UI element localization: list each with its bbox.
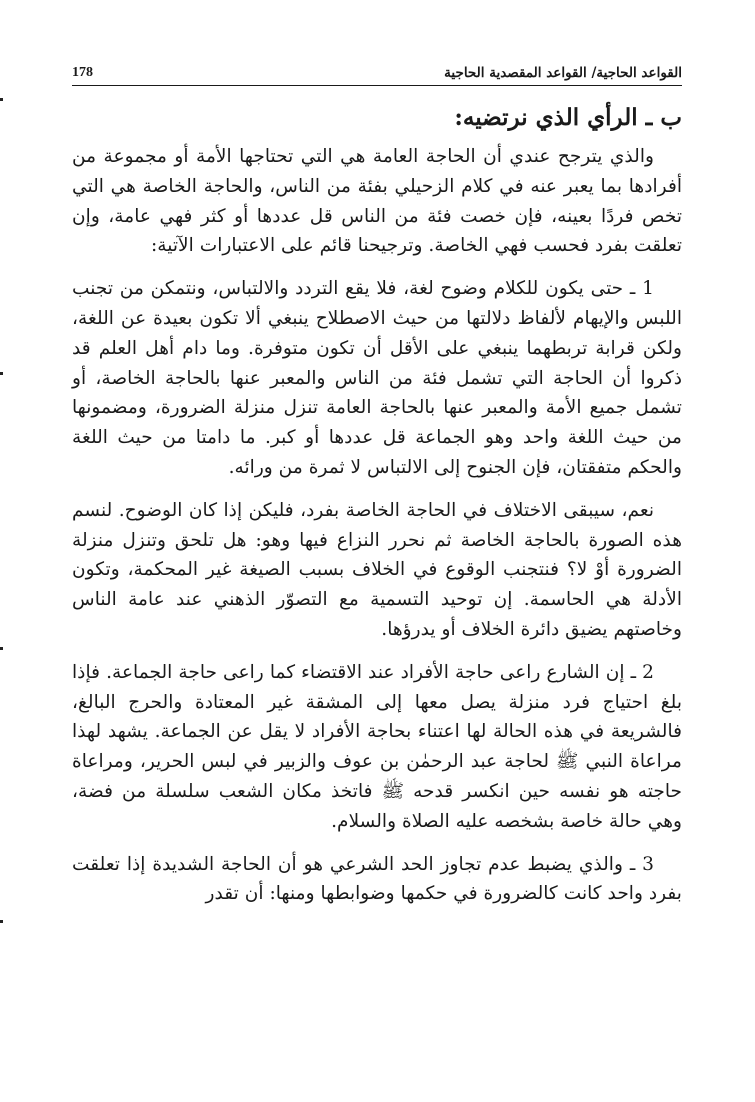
scan-mark (0, 372, 3, 375)
scan-mark (0, 647, 3, 650)
scan-mark (0, 98, 3, 101)
paragraph-intro: والذي يترجح عندي أن الحاجة العامة هي التي تحتاجها الأمة أو مجموعة من أفرادها بما يعبر عنه في كلام الزحيلي بفئة من الناس، والحاجة الخاصة هي التي تخص فردًا بعينه، فإن خصت فئة من الناس قل عددها أو كثر فهي عامة، وإن تعلقت بفرد فحسب فهي الخاصة. وترجيحنا قائم على الاعتبارات الآتية: (72, 146, 682, 257)
running-header (72, 55, 682, 86)
running-title: القواعد الحاجية/ القواعد المقصدية الحاجية (444, 65, 682, 81)
paragraph-point-3: 3 ـ والذي يضبط عدم تجاوز الحد الشرعي هو أن الحاجة الشديدة إذا تعلقت بفرد واحد كانت كالضرورة في حكمها وضوابطها ومنها: أن تقدر (72, 853, 682, 905)
paragraph-point-1-continued: نعم، سيبقى الاختلاف في الحاجة الخاصة بفرد، فليكن إذا كان الوضوح. لنسم هذه الصورة بالحاجة الخاصة ثم نحرر النزاع فيها وهو: هل تلحق وتنزل منزلة الضرورة أوْ لا؟ فنتجنب الوقوع في الخلاف بسبب الصيغة غير المحكمة، وتكون الأدلة هي الحاسمة. إن توحيد التسمية مع التصوّر الذهني عند عامة الناس وخاصتهم يضيق دائرة الخلاف أو يدرؤها. (72, 499, 682, 640)
paragraph-point-1: 1 ـ حتى يكون للكلام وضوح لغة، فلا يقع التردد والالتباس، ونتمكن من تجنب اللبس والإيهام لألفاظ دلالتها من حيث الاصطلاح ينبغي ألا تكون بعيدة عن اللغة، ولكن قرابة تربطهما ينبغي على الأقل أن تكون متوفرة. وما دام أهل العلم قد ذكروا أن الحاجة التي تشمل فئة من الناس والمعبر عنها بالحاجة الخاصة، أو تشمل جميع الأمة والمعبر عنها بالحاجة العامة تنزل منزلة الضرورة، ومضمونها من حيث اللغة واحد وهو الجماعة قل عددها أو كبر. ما دامتا من حيث اللغة والحكم متفقتان، فإن الجنوح إلى الالتباس لا ثمرة من ورائه. (72, 278, 682, 478)
paragraph-point-2: 2 ـ إن الشارع راعى حاجة الأفراد عند الاقتضاء كما راعى حاجة الجماعة. فإذا بلغ احتياج فرد منزلة يصل معها إلى المشقة غير المعتادة والحرج البالغ، فالشريعة في هذه الحالة لها اعتناء بحاجة الأفراد لا يقل عن الجماعة. يشهد لهذا مراعاة النبي ﷺ لحاجة عبد الرحمٰن بن عوف والزبير في لبس الحرير، ومراعاة حاجته هو نفسه حين انكسر قدحه ﷺ فاتخذ مكان الشعب سلسلة من فضة، وهي حالة خاصة بشخصه عليه الصلاة والسلام. (72, 661, 682, 832)
book-page (72, 55, 682, 909)
section-heading: ب ـ الرأي الذي نرتضيه: (454, 104, 682, 131)
scan-mark (0, 920, 3, 923)
page-number: 178 (72, 65, 93, 80)
